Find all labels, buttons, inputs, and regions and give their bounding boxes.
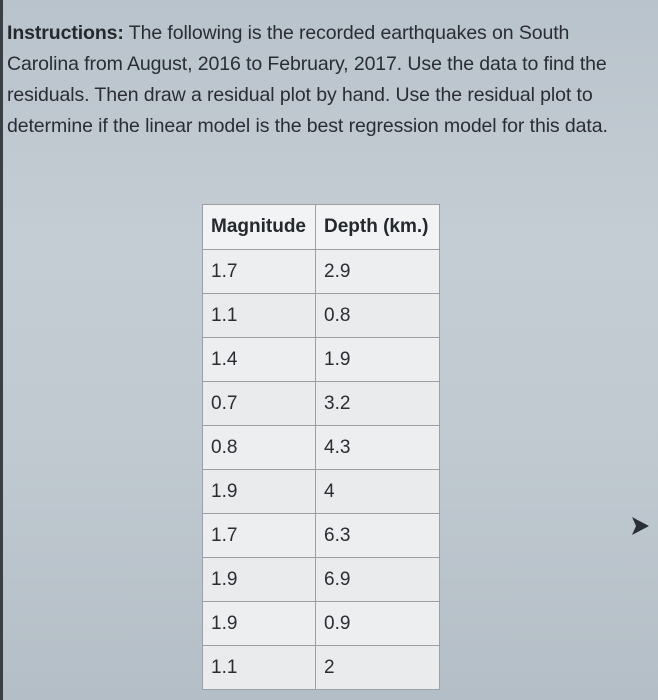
instructions-paragraph: [7, 18, 632, 142]
table-row: [203, 382, 440, 426]
depth-cell: 4: [316, 470, 440, 514]
magnitude-cell: 0.8: [203, 426, 316, 470]
magnitude-cell: 1.9: [203, 602, 316, 646]
magnitude-cell: 1.7: [203, 250, 316, 294]
depth-cell: 0.9: [316, 602, 440, 646]
magnitude-cell: 1.7: [203, 514, 316, 558]
depth-cell: 6.3: [316, 514, 440, 558]
magnitude-cell: 0.7: [203, 382, 316, 426]
magnitude-cell: 1.9: [203, 470, 316, 514]
earthquake-table: [202, 204, 440, 690]
depth-cell: 2.9: [316, 250, 440, 294]
depth-cell: 1.9: [316, 338, 440, 382]
instructions-text: The following is the recorded earthquakes on South Carolina from August, 2016 to February, 2017. Use the data to find the residuals. Then draw a residual plot by hand. Use the residual plot to determine if the linear model is the best regression model for this data.: [7, 22, 608, 137]
table-row: [203, 602, 440, 646]
depth-cell: 6.9: [316, 558, 440, 602]
table-row: [203, 514, 440, 558]
arrow-cursor-icon: [628, 514, 652, 538]
magnitude-cell: 1.1: [203, 294, 316, 338]
magnitude-cell: 1.9: [203, 558, 316, 602]
table-row: [203, 426, 440, 470]
table-row: [203, 338, 440, 382]
magnitude-cell: 1.1: [203, 646, 316, 690]
depth-cell: 4.3: [316, 426, 440, 470]
depth-cell: 2: [316, 646, 440, 690]
column-header-magnitude: Magnitude: [203, 205, 316, 250]
table-row: [203, 470, 440, 514]
depth-cell: 3.2: [316, 382, 440, 426]
instructions-lead: Instructions:: [7, 22, 124, 44]
table-header-row: [203, 205, 440, 250]
column-header-depth: Depth (km.): [316, 205, 440, 250]
depth-cell: 0.8: [316, 294, 440, 338]
magnitude-cell: 1.4: [203, 338, 316, 382]
screen-edge: [0, 0, 3, 700]
table-row: [203, 558, 440, 602]
table-row: [203, 294, 440, 338]
table-row: [203, 646, 440, 690]
table-row: [203, 250, 440, 294]
